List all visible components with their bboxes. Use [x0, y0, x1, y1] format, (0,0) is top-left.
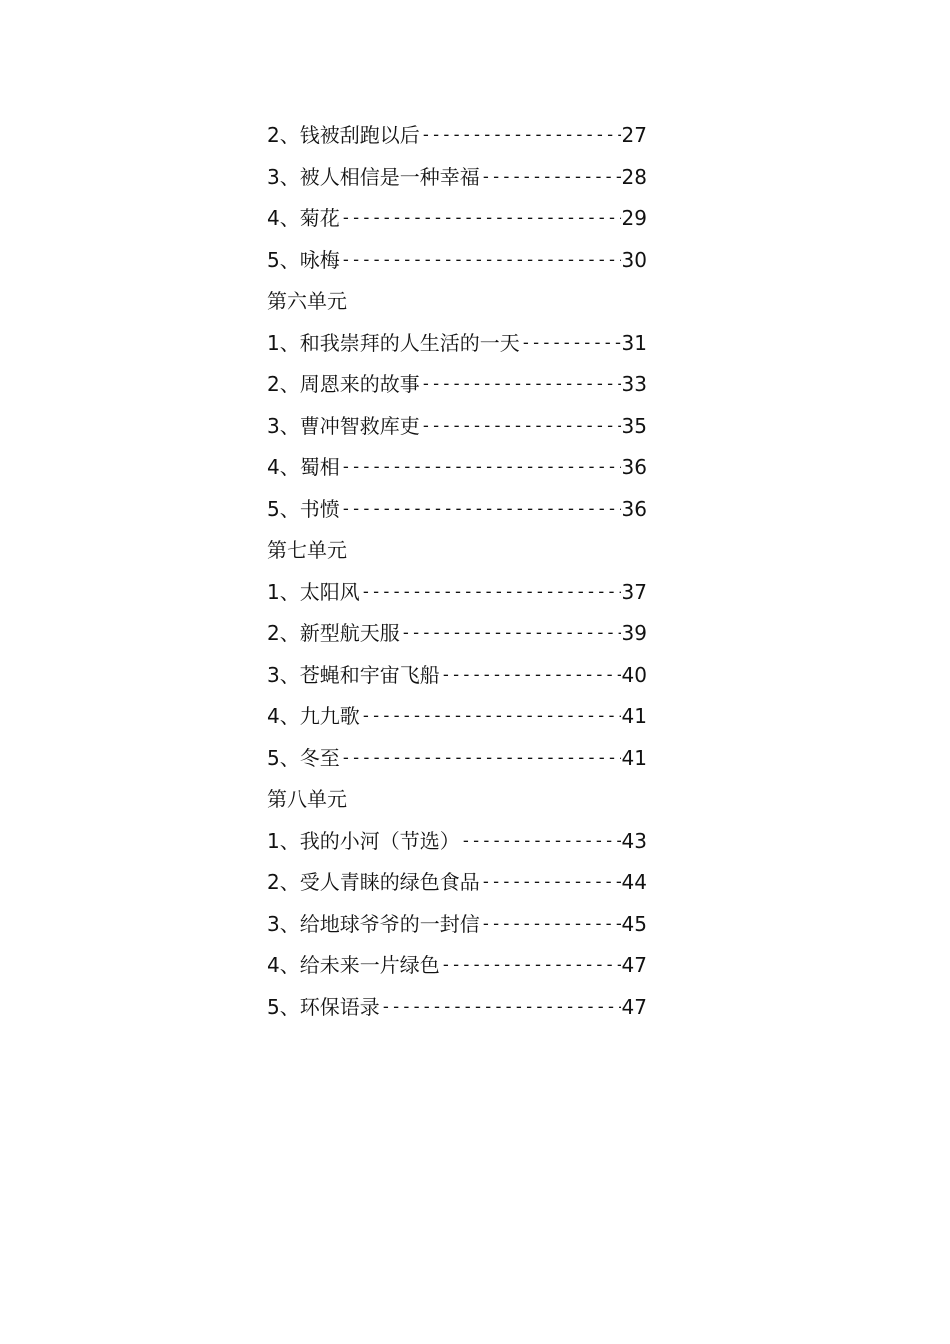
entry-number: 4、 [267, 953, 300, 977]
entry-page-number: 33 [621, 372, 647, 396]
toc-entry[interactable] [267, 406, 647, 448]
entry-title: 咏梅 [299, 247, 340, 272]
entry-number: 1、 [267, 330, 300, 355]
entry-number: 3、 [267, 911, 300, 936]
entry-page-number: 43 [621, 828, 647, 853]
entry-number: 2、 [267, 372, 300, 396]
dash-leader [481, 862, 621, 904]
entry-page-number: 37 [621, 579, 647, 604]
dash-leader [361, 696, 621, 738]
entry-page-number: 27 [621, 123, 647, 147]
dash-leader [341, 489, 621, 531]
entry-page-number: 45 [621, 911, 647, 936]
entry-number: 1、 [267, 828, 300, 853]
entry-number: 4、 [267, 455, 300, 479]
entry-page-number: 44 [621, 870, 647, 894]
entry-title: 新型航天服 [299, 621, 400, 645]
entry-page-number: 31 [621, 330, 647, 355]
unit-heading: 第八单元 [267, 787, 347, 811]
entry-title: 九九歌 [299, 704, 360, 728]
entry-title: 冬至 [299, 745, 340, 770]
entry-title: 苍蝇和宇宙飞船 [299, 662, 440, 687]
unit-heading: 第六单元 [267, 289, 347, 313]
entry-title: 给地球爷爷的一封信 [299, 911, 480, 936]
entry-page-number: 41 [621, 745, 647, 770]
entry-number: 2、 [267, 621, 300, 645]
entry-number: 5、 [267, 745, 300, 770]
entry-page-number: 47 [621, 953, 647, 977]
entry-title: 蜀相 [299, 455, 340, 479]
entry-number: 1、 [267, 579, 300, 604]
entry-page-number: 29 [621, 206, 647, 230]
toc-entry[interactable] [267, 364, 647, 406]
entry-number: 5、 [267, 496, 300, 521]
dash-leader [441, 655, 621, 697]
entry-number: 3、 [267, 662, 300, 687]
entry-number: 5、 [267, 247, 300, 272]
entry-title: 钱被刮跑以后 [299, 123, 420, 147]
dash-leader [381, 987, 621, 1029]
dash-leader [341, 240, 621, 282]
dash-leader [521, 323, 621, 365]
entry-title: 环保语录 [299, 994, 380, 1019]
entry-title: 受人青睐的绿色食品 [299, 870, 480, 894]
toc-entry[interactable] [267, 157, 647, 199]
toc-entry[interactable] [267, 738, 647, 780]
toc-entry[interactable] [267, 489, 647, 531]
table-of-contents [267, 115, 647, 1028]
dash-leader [401, 613, 621, 655]
dash-leader [361, 572, 621, 614]
entry-page-number: 36 [621, 455, 647, 479]
dash-leader [421, 115, 621, 157]
toc-entry[interactable] [267, 198, 647, 240]
entry-number: 3、 [267, 413, 300, 438]
entry-title: 和我崇拜的人生活的一天 [299, 330, 520, 355]
entry-title: 被人相信是一种幸福 [299, 164, 480, 189]
entry-title: 书愤 [299, 496, 340, 521]
entry-title: 曹冲智救库吏 [299, 413, 420, 438]
entry-page-number: 36 [621, 496, 647, 521]
unit-heading: 第七单元 [267, 538, 347, 562]
entry-title: 周恩来的故事 [299, 372, 420, 396]
entry-page-number: 35 [621, 413, 647, 438]
entry-number: 2、 [267, 123, 300, 147]
toc-entry[interactable] [267, 323, 647, 365]
entry-number: 3、 [267, 164, 300, 189]
dash-leader [341, 738, 621, 780]
entry-title: 我的小河（节选） [299, 828, 460, 853]
entry-page-number: 47 [621, 994, 647, 1019]
entry-page-number: 39 [621, 621, 647, 645]
toc-entry[interactable] [267, 115, 647, 157]
toc-entry[interactable] [267, 572, 647, 614]
entry-number: 4、 [267, 704, 300, 728]
entry-number: 5、 [267, 994, 300, 1019]
dash-leader [341, 447, 621, 489]
dash-leader [341, 198, 621, 240]
toc-entry[interactable] [267, 862, 647, 904]
entry-page-number: 40 [621, 662, 647, 687]
toc-entry[interactable] [267, 613, 647, 655]
toc-entry[interactable] [267, 447, 647, 489]
toc-entry[interactable] [267, 696, 647, 738]
entry-title: 给未来一片绿色 [299, 953, 440, 977]
toc-entry[interactable] [267, 655, 647, 697]
dash-leader [481, 904, 621, 946]
toc-entry[interactable] [267, 904, 647, 946]
dash-leader [461, 821, 621, 863]
entry-title: 太阳风 [299, 579, 360, 604]
toc-entry[interactable] [267, 240, 647, 282]
dash-leader [421, 364, 621, 406]
dash-leader [441, 945, 621, 987]
toc-entry[interactable] [267, 945, 647, 987]
entry-page-number: 30 [621, 247, 647, 272]
entry-page-number: 28 [621, 164, 647, 189]
toc-entry[interactable] [267, 821, 647, 863]
entry-page-number: 41 [621, 704, 647, 728]
entry-title: 菊花 [299, 206, 340, 230]
entry-number: 2、 [267, 870, 300, 894]
dash-leader [481, 157, 621, 199]
entry-number: 4、 [267, 206, 300, 230]
dash-leader [421, 406, 621, 448]
toc-entry[interactable] [267, 987, 647, 1029]
